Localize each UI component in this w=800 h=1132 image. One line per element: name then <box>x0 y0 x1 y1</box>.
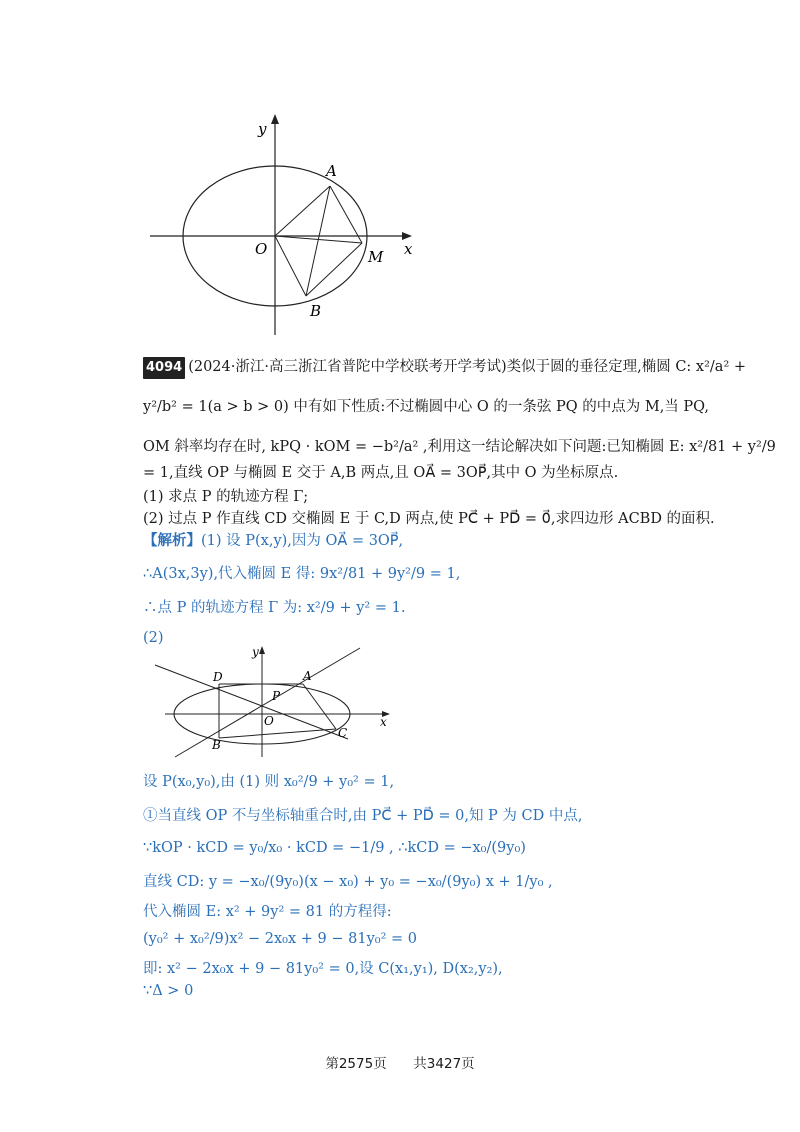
page-footer <box>0 1052 800 1072</box>
solution-line-11: 即: x² − 2x₀x + 9 − 81y₀² = 0,设 C(x₁,y₁), D(x₂,y₂), <box>143 961 503 977</box>
label-a: A <box>326 162 337 180</box>
problem-line-4: = 1,直线 OP 与椭圆 E 交于 A,B 两点,且 OA⃗ = 3OP⃗,其中 O 为坐标原点. <box>143 465 619 481</box>
label-y: y <box>258 120 267 138</box>
solution-line-6: ①当直线 OP 不与坐标轴重合时,由 PC⃗ + PD⃗ = 0,知 P 为 CD 中点, <box>143 808 583 824</box>
y-axis-arrow <box>259 646 265 654</box>
solution-line-1 <box>143 531 403 551</box>
solution-line-8: 直线 CD: y = −x₀/(9y₀)(x − x₀) + y₀ = −x₀/(9y₀) x + 1/y₀ , <box>143 874 553 890</box>
problem-text-1: (2024·浙江·高三浙江省普陀中学校联考开学考试)类似于圆的垂径定理,椭圆 C: x²/a² + <box>188 359 747 375</box>
chord-ab <box>306 186 330 296</box>
x-axis-arrow <box>402 232 412 240</box>
solution-text-1: (1) 设 P(x,y),因为 OA⃗ = 3OP⃗, <box>201 533 404 549</box>
label-c: C <box>338 726 348 740</box>
line-ab <box>175 648 360 757</box>
solution-line-10: (y₀² + x₀²/9)x² − 2x₀x + 9 − 81y₀² = 0 <box>143 931 417 947</box>
solution-line-2: ∴A(3x,3y),代入椭圆 E 得: 9x²/81 + 9y²/9 = 1, <box>143 566 461 582</box>
total-pages: 共3427页 <box>413 1056 475 1072</box>
figure-ellipse-chord <box>140 110 430 345</box>
page-number: 第2575页 <box>325 1056 387 1072</box>
solution-line-5: 设 P(x₀,y₀),由 (1) 则 x₀²/9 + y₀² = 1, <box>143 774 395 790</box>
problem-number-badge: 4094 <box>143 357 185 379</box>
label-x: x <box>404 240 413 258</box>
label-b: B <box>310 302 322 320</box>
problem-line-1 <box>143 357 746 379</box>
segment-oa <box>275 186 330 236</box>
solution-line-3: ∴点 P 的轨迹方程 Γ 为: x²/9 + y² = 1. <box>143 600 406 616</box>
question-2: (2) 过点 P 作直线 CD 交椭圆 E 于 C,D 两点,使 PC⃗ + PD⃗ = 0⃗,求四边形 ACBD 的面积. <box>143 511 715 527</box>
question-1: (1) 求点 P 的轨迹方程 Γ; <box>143 489 309 505</box>
label-m: M <box>368 248 384 266</box>
figure-ellipse-quadrilateral <box>150 645 395 760</box>
label-p: P <box>272 689 281 703</box>
solution-line-7: ∵kOP · kCD = y₀/x₀ · kCD = −1/9 , ∴kCD = −x₀/(9y₀) <box>143 840 526 856</box>
solution-tag: 【解析】 <box>143 532 201 549</box>
solution-line-12: ∵Δ > 0 <box>143 983 194 999</box>
label-y: y <box>252 645 259 659</box>
label-b: B <box>212 738 221 752</box>
label-o: O <box>264 714 274 728</box>
problem-line-3: OM 斜率均存在时, kPQ · kOM = −b²/a² ,利用这一结论解决如下问题:已知椭圆 E: x²/81 + y²/9 <box>143 439 776 455</box>
segment-am <box>330 186 362 243</box>
segment-ob <box>275 236 306 296</box>
problem-line-2: y²/b² = 1(a > b > 0) 中有如下性质:不过椭圆中心 O 的一条弦 PQ 的中点为 M,当 PQ, <box>143 399 709 415</box>
label-x: x <box>380 715 387 729</box>
segment-bm <box>306 243 362 296</box>
solution-line-9: 代入椭圆 E: x² + 9y² = 81 的方程得: <box>143 904 392 920</box>
label-a: A <box>303 669 312 683</box>
label-d: D <box>213 670 223 684</box>
solution-line-4: (2) <box>143 630 164 646</box>
y-axis-arrow <box>271 114 279 124</box>
label-o: O <box>255 240 268 258</box>
